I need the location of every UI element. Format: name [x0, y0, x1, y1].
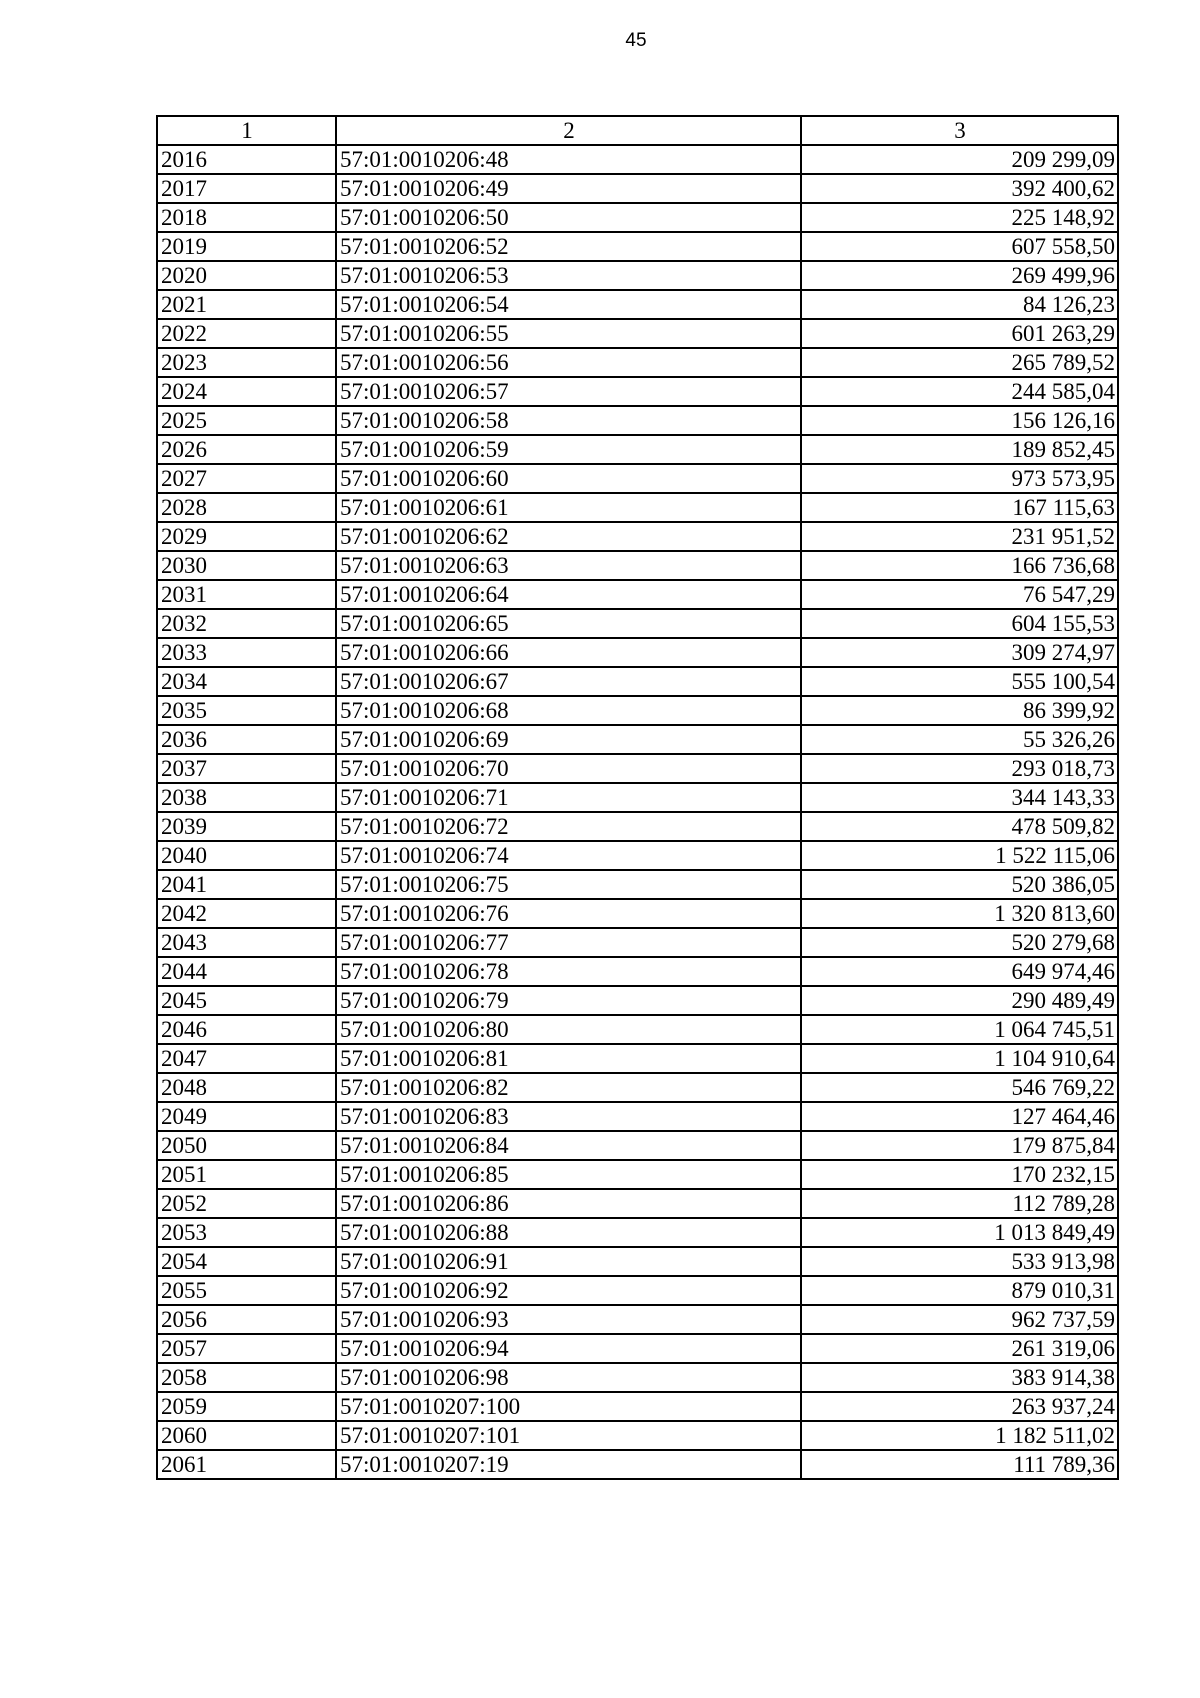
table-row — [157, 754, 1118, 783]
cadastral-value-cell: 601 263,29 — [801, 319, 1118, 348]
table-row — [157, 406, 1118, 435]
table-row — [157, 667, 1118, 696]
row-number-cell: 2018 — [157, 203, 336, 232]
cadastral-number-cell: 57:01:0010206:64 — [336, 580, 801, 609]
row-number-cell: 2051 — [157, 1160, 336, 1189]
table-row — [157, 145, 1118, 174]
cadastral-value-cell: 555 100,54 — [801, 667, 1118, 696]
table-row — [157, 203, 1118, 232]
cadastral-value-cell: 604 155,53 — [801, 609, 1118, 638]
cadastral-value-cell: 170 232,15 — [801, 1160, 1118, 1189]
cadastral-number-cell: 57:01:0010206:58 — [336, 406, 801, 435]
cadastral-number-cell: 57:01:0010206:57 — [336, 377, 801, 406]
table-row — [157, 1015, 1118, 1044]
cadastral-number-cell: 57:01:0010206:75 — [336, 870, 801, 899]
page-number: 45 — [625, 30, 647, 51]
cadastral-value-cell: 156 126,16 — [801, 406, 1118, 435]
table-row — [157, 174, 1118, 203]
cadastral-value-cell: 244 585,04 — [801, 377, 1118, 406]
row-number-cell: 2024 — [157, 377, 336, 406]
cadastral-value-cell: 167 115,63 — [801, 493, 1118, 522]
column-header-1: 1 — [157, 116, 336, 145]
cadastral-value-cell: 86 399,92 — [801, 696, 1118, 725]
cadastral-value-cell: 189 852,45 — [801, 435, 1118, 464]
table-row — [157, 725, 1118, 754]
row-number-cell: 2031 — [157, 580, 336, 609]
cadastral-value-cell: 533 913,98 — [801, 1247, 1118, 1276]
table-header-row — [157, 116, 1118, 145]
row-number-cell: 2026 — [157, 435, 336, 464]
table-row — [157, 1450, 1118, 1479]
cadastral-value-cell: 520 279,68 — [801, 928, 1118, 957]
row-number-cell: 2054 — [157, 1247, 336, 1276]
cadastral-value-table — [156, 115, 1119, 1480]
cadastral-value-cell: 290 489,49 — [801, 986, 1118, 1015]
cadastral-number-cell: 57:01:0010206:74 — [336, 841, 801, 870]
cadastral-number-cell: 57:01:0010206:67 — [336, 667, 801, 696]
cadastral-value-cell: 383 914,38 — [801, 1363, 1118, 1392]
cadastral-value-cell: 973 573,95 — [801, 464, 1118, 493]
row-number-cell: 2045 — [157, 986, 336, 1015]
cadastral-number-cell: 57:01:0010206:94 — [336, 1334, 801, 1363]
cadastral-value-cell: 478 509,82 — [801, 812, 1118, 841]
cadastral-number-cell: 57:01:0010206:65 — [336, 609, 801, 638]
row-number-cell: 2052 — [157, 1189, 336, 1218]
cadastral-value-cell: 263 937,24 — [801, 1392, 1118, 1421]
cadastral-value-cell: 520 386,05 — [801, 870, 1118, 899]
row-number-cell: 2056 — [157, 1305, 336, 1334]
cadastral-value-cell: 649 974,46 — [801, 957, 1118, 986]
table-row — [157, 986, 1118, 1015]
row-number-cell: 2041 — [157, 870, 336, 899]
row-number-cell: 2044 — [157, 957, 336, 986]
row-number-cell: 2028 — [157, 493, 336, 522]
table-row — [157, 348, 1118, 377]
cadastral-number-cell: 57:01:0010206:85 — [336, 1160, 801, 1189]
cadastral-number-cell: 57:01:0010206:66 — [336, 638, 801, 667]
table-row — [157, 1305, 1118, 1334]
table-row — [157, 1247, 1118, 1276]
table-row — [157, 609, 1118, 638]
row-number-cell: 2025 — [157, 406, 336, 435]
cadastral-number-cell: 57:01:0010206:52 — [336, 232, 801, 261]
table-body — [157, 145, 1118, 1479]
cadastral-number-cell: 57:01:0010206:72 — [336, 812, 801, 841]
cadastral-value-cell: 231 951,52 — [801, 522, 1118, 551]
cadastral-value-cell: 225 148,92 — [801, 203, 1118, 232]
cadastral-number-cell: 57:01:0010206:83 — [336, 1102, 801, 1131]
cadastral-number-cell: 57:01:0010206:80 — [336, 1015, 801, 1044]
table-row — [157, 841, 1118, 870]
cadastral-number-cell: 57:01:0010206:77 — [336, 928, 801, 957]
row-number-cell: 2027 — [157, 464, 336, 493]
cadastral-number-cell: 57:01:0010206:55 — [336, 319, 801, 348]
table-row — [157, 1131, 1118, 1160]
table-row — [157, 1073, 1118, 1102]
table-row — [157, 899, 1118, 928]
cadastral-value-cell: 1 320 813,60 — [801, 899, 1118, 928]
table-row — [157, 261, 1118, 290]
row-number-cell: 2029 — [157, 522, 336, 551]
row-number-cell: 2042 — [157, 899, 336, 928]
row-number-cell: 2058 — [157, 1363, 336, 1392]
cadastral-number-cell: 57:01:0010206:82 — [336, 1073, 801, 1102]
row-number-cell: 2060 — [157, 1421, 336, 1450]
table-row — [157, 464, 1118, 493]
cadastral-number-cell: 57:01:0010206:88 — [336, 1218, 801, 1247]
table-row — [157, 435, 1118, 464]
row-number-cell: 2023 — [157, 348, 336, 377]
table-row — [157, 493, 1118, 522]
cadastral-number-cell: 57:01:0010206:63 — [336, 551, 801, 580]
table-row — [157, 1160, 1118, 1189]
cadastral-value-cell: 392 400,62 — [801, 174, 1118, 203]
row-number-cell: 2037 — [157, 754, 336, 783]
cadastral-value-cell: 111 789,36 — [801, 1450, 1118, 1479]
cadastral-value-cell: 607 558,50 — [801, 232, 1118, 261]
cadastral-number-cell: 57:01:0010206:81 — [336, 1044, 801, 1073]
cadastral-number-cell: 57:01:0010206:91 — [336, 1247, 801, 1276]
cadastral-number-cell: 57:01:0010206:59 — [336, 435, 801, 464]
cadastral-value-cell: 265 789,52 — [801, 348, 1118, 377]
row-number-cell: 2017 — [157, 174, 336, 203]
cadastral-number-cell: 57:01:0010206:70 — [336, 754, 801, 783]
table-row — [157, 1334, 1118, 1363]
table-row — [157, 870, 1118, 899]
cadastral-number-cell: 57:01:0010207:19 — [336, 1450, 801, 1479]
table-row — [157, 232, 1118, 261]
cadastral-number-cell: 57:01:0010206:68 — [336, 696, 801, 725]
cadastral-number-cell: 57:01:0010206:50 — [336, 203, 801, 232]
row-number-cell: 2032 — [157, 609, 336, 638]
table-row — [157, 551, 1118, 580]
cadastral-number-cell: 57:01:0010206:49 — [336, 174, 801, 203]
cadastral-value-cell: 269 499,96 — [801, 261, 1118, 290]
table-row — [157, 696, 1118, 725]
row-number-cell: 2061 — [157, 1450, 336, 1479]
cadastral-number-cell: 57:01:0010206:48 — [336, 145, 801, 174]
cadastral-value-cell: 962 737,59 — [801, 1305, 1118, 1334]
row-number-cell: 2057 — [157, 1334, 336, 1363]
row-number-cell: 2050 — [157, 1131, 336, 1160]
row-number-cell: 2046 — [157, 1015, 336, 1044]
cadastral-value-cell: 344 143,33 — [801, 783, 1118, 812]
row-number-cell: 2049 — [157, 1102, 336, 1131]
cadastral-value-cell: 76 547,29 — [801, 580, 1118, 609]
cadastral-number-cell: 57:01:0010206:69 — [336, 725, 801, 754]
table-row — [157, 638, 1118, 667]
cadastral-value-cell: 1 013 849,49 — [801, 1218, 1118, 1247]
cadastral-number-cell: 57:01:0010206:54 — [336, 290, 801, 319]
cadastral-value-cell: 127 464,46 — [801, 1102, 1118, 1131]
cadastral-value-cell: 309 274,97 — [801, 638, 1118, 667]
cadastral-number-cell: 57:01:0010206:78 — [336, 957, 801, 986]
cadastral-value-cell: 1 522 115,06 — [801, 841, 1118, 870]
table-row — [157, 957, 1118, 986]
cadastral-number-cell: 57:01:0010206:79 — [336, 986, 801, 1015]
cadastral-number-cell: 57:01:0010207:101 — [336, 1421, 801, 1450]
row-number-cell: 2038 — [157, 783, 336, 812]
cadastral-number-cell: 57:01:0010206:93 — [336, 1305, 801, 1334]
table-row — [157, 1276, 1118, 1305]
cadastral-value-cell: 209 299,09 — [801, 145, 1118, 174]
row-number-cell: 2016 — [157, 145, 336, 174]
cadastral-number-cell: 57:01:0010206:86 — [336, 1189, 801, 1218]
cadastral-number-cell: 57:01:0010206:92 — [336, 1276, 801, 1305]
cadastral-value-cell: 293 018,73 — [801, 754, 1118, 783]
cadastral-number-cell: 57:01:0010206:98 — [336, 1363, 801, 1392]
table-row — [157, 290, 1118, 319]
row-number-cell: 2020 — [157, 261, 336, 290]
row-number-cell: 2019 — [157, 232, 336, 261]
cadastral-number-cell: 57:01:0010206:61 — [336, 493, 801, 522]
cadastral-number-cell: 57:01:0010206:56 — [336, 348, 801, 377]
row-number-cell: 2053 — [157, 1218, 336, 1247]
table-row — [157, 1044, 1118, 1073]
row-number-cell: 2036 — [157, 725, 336, 754]
cadastral-value-cell: 261 319,06 — [801, 1334, 1118, 1363]
table-row — [157, 1189, 1118, 1218]
cadastral-value-cell: 1 064 745,51 — [801, 1015, 1118, 1044]
cadastral-value-cell: 84 126,23 — [801, 290, 1118, 319]
table-row — [157, 783, 1118, 812]
table-row — [157, 812, 1118, 841]
cadastral-number-cell: 57:01:0010206:53 — [336, 261, 801, 290]
row-number-cell: 2059 — [157, 1392, 336, 1421]
row-number-cell: 2021 — [157, 290, 336, 319]
row-number-cell: 2040 — [157, 841, 336, 870]
row-number-cell: 2047 — [157, 1044, 336, 1073]
table-row — [157, 377, 1118, 406]
cadastral-value-cell: 1 182 511,02 — [801, 1421, 1118, 1450]
row-number-cell: 2030 — [157, 551, 336, 580]
cadastral-value-cell: 546 769,22 — [801, 1073, 1118, 1102]
row-number-cell: 2043 — [157, 928, 336, 957]
cadastral-value-cell: 166 736,68 — [801, 551, 1118, 580]
table-row — [157, 522, 1118, 551]
cadastral-value-cell: 879 010,31 — [801, 1276, 1118, 1305]
table-row — [157, 1363, 1118, 1392]
table-row — [157, 1392, 1118, 1421]
table-row — [157, 319, 1118, 348]
row-number-cell: 2035 — [157, 696, 336, 725]
cadastral-number-cell: 57:01:0010206:71 — [336, 783, 801, 812]
row-number-cell: 2039 — [157, 812, 336, 841]
cadastral-value-cell: 112 789,28 — [801, 1189, 1118, 1218]
cadastral-number-cell: 57:01:0010207:100 — [336, 1392, 801, 1421]
table-row — [157, 580, 1118, 609]
cadastral-value-cell: 1 104 910,64 — [801, 1044, 1118, 1073]
cadastral-number-cell: 57:01:0010206:62 — [336, 522, 801, 551]
row-number-cell: 2055 — [157, 1276, 336, 1305]
column-header-2: 2 — [336, 116, 801, 145]
table-row — [157, 1102, 1118, 1131]
row-number-cell: 2033 — [157, 638, 336, 667]
table-row — [157, 1421, 1118, 1450]
table-row — [157, 928, 1118, 957]
cadastral-value-cell: 179 875,84 — [801, 1131, 1118, 1160]
row-number-cell: 2048 — [157, 1073, 336, 1102]
row-number-cell: 2034 — [157, 667, 336, 696]
cadastral-number-cell: 57:01:0010206:60 — [336, 464, 801, 493]
column-header-3: 3 — [801, 116, 1118, 145]
table-row — [157, 1218, 1118, 1247]
cadastral-number-cell: 57:01:0010206:84 — [336, 1131, 801, 1160]
cadastral-value-cell: 55 326,26 — [801, 725, 1118, 754]
row-number-cell: 2022 — [157, 319, 336, 348]
cadastral-number-cell: 57:01:0010206:76 — [336, 899, 801, 928]
